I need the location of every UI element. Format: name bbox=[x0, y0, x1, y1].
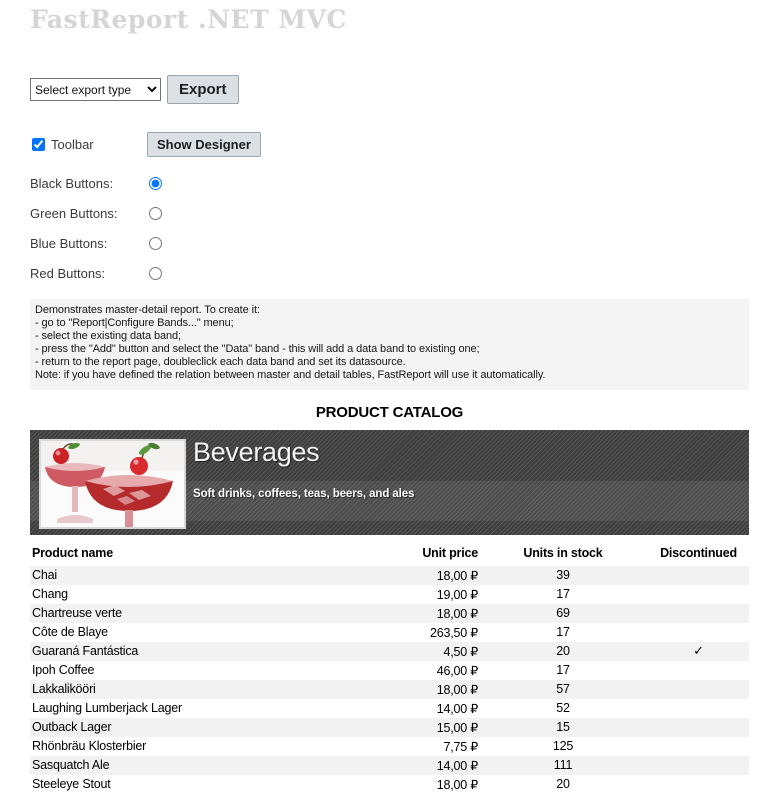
radio-label: Green Buttons: bbox=[30, 206, 118, 221]
cell-units-in-stock: 125 bbox=[552, 739, 574, 754]
category-name: Beverages bbox=[193, 436, 320, 467]
product-table bbox=[30, 543, 749, 794]
description-line: - select the existing data band; bbox=[35, 329, 182, 342]
description-line: - return to the report page, doubleclick each data band and set its datasource. bbox=[35, 356, 406, 369]
cell-units-in-stock: 52 bbox=[556, 701, 570, 716]
cocktail-illustration bbox=[41, 441, 184, 527]
cell-unit-price: 18,00 ₽ bbox=[436, 606, 478, 621]
table-row bbox=[30, 699, 749, 718]
button-color-radio[interactable] bbox=[149, 237, 162, 250]
discontinued-check-icon bbox=[648, 775, 749, 794]
toolbar-checkbox-group bbox=[30, 137, 147, 152]
description-line: Demonstrates master-detail report. To create it: bbox=[35, 303, 260, 316]
column-header-unit-price: Unit price bbox=[422, 545, 478, 560]
radio-row-red-buttons bbox=[30, 259, 749, 289]
table-header-row bbox=[30, 543, 749, 566]
cell-unit-price: 19,00 ₽ bbox=[436, 587, 478, 602]
cell-unit-price: 15,00 ₽ bbox=[436, 720, 478, 735]
cell-product-name: Sasquatch Ale bbox=[32, 758, 110, 773]
category-banner bbox=[30, 430, 749, 535]
table-row bbox=[30, 718, 749, 737]
column-header-product-name: Product name bbox=[32, 545, 113, 560]
description-line: - press the "Add" button and select the "Data" band - this will add a data band to existing one; bbox=[35, 343, 480, 356]
cell-unit-price: 4,50 ₽ bbox=[443, 644, 478, 659]
cell-units-in-stock: 57 bbox=[556, 682, 570, 697]
discontinued-check-icon bbox=[648, 585, 749, 604]
cell-unit-price: 18,00 ₽ bbox=[436, 682, 478, 697]
cell-product-name: Steeleye Stout bbox=[32, 777, 111, 792]
cell-product-name: Ipoh Coffee bbox=[32, 663, 95, 678]
cell-unit-price: 18,00 ₽ bbox=[436, 568, 478, 583]
table-row bbox=[30, 737, 749, 756]
cell-product-name: Chang bbox=[32, 587, 68, 602]
cell-product-name: Lakkalikööri bbox=[32, 682, 96, 697]
discontinued-check-icon: ✓ bbox=[693, 643, 704, 659]
cell-product-name: Chai bbox=[32, 568, 57, 583]
radio-row-blue-buttons bbox=[30, 229, 749, 259]
cell-product-name: Outback Lager bbox=[32, 720, 112, 735]
toolbar-checkbox-label[interactable]: Toolbar bbox=[51, 136, 94, 152]
cell-units-in-stock: 17 bbox=[556, 663, 570, 678]
show-designer-button[interactable]: Show Designer bbox=[147, 132, 261, 157]
discontinued-check-icon bbox=[648, 756, 749, 775]
cell-unit-price: 7,75 ₽ bbox=[443, 739, 478, 754]
beverages-image bbox=[39, 439, 186, 529]
cell-units-in-stock: 69 bbox=[556, 606, 570, 621]
column-header-discontinued: Discontinued bbox=[660, 545, 737, 560]
category-description: Soft drinks, coffees, teas, beers, and ales bbox=[193, 487, 415, 500]
radio-label: Red Buttons: bbox=[30, 266, 106, 281]
cell-units-in-stock: 20 bbox=[556, 644, 570, 659]
column-header-units-in-stock: Units in stock bbox=[523, 545, 603, 560]
radio-row-green-buttons bbox=[30, 199, 749, 229]
cell-units-in-stock: 17 bbox=[556, 625, 570, 640]
export-button[interactable]: Export bbox=[167, 75, 239, 104]
cell-unit-price: 18,00 ₽ bbox=[436, 777, 478, 792]
table-row bbox=[30, 623, 749, 642]
discontinued-check-icon bbox=[648, 566, 749, 585]
toolbar-row bbox=[30, 132, 749, 157]
radio-row-black-buttons bbox=[30, 169, 749, 199]
discontinued-check-icon bbox=[648, 680, 749, 699]
cell-product-name: Guaraná Fantástica bbox=[32, 644, 139, 659]
export-type-select[interactable] bbox=[30, 78, 161, 101]
table-row bbox=[30, 680, 749, 699]
discontinued-check-icon bbox=[648, 661, 749, 680]
cell-units-in-stock: 111 bbox=[553, 758, 573, 773]
table-row bbox=[30, 775, 749, 794]
cell-product-name: Côte de Blaye bbox=[32, 625, 108, 640]
cell-unit-price: 14,00 ₽ bbox=[436, 758, 478, 773]
button-color-radio-group bbox=[30, 169, 749, 289]
cell-units-in-stock: 17 bbox=[556, 587, 570, 602]
cell-unit-price: 46,00 ₽ bbox=[436, 663, 478, 678]
cell-units-in-stock: 20 bbox=[556, 777, 570, 792]
table-row bbox=[30, 661, 749, 680]
radio-label: Blue Buttons: bbox=[30, 236, 108, 251]
page-title: FastReport .NET MVC bbox=[30, 5, 347, 34]
description-line: - go to "Report|Configure Bands..." menu; bbox=[35, 316, 234, 329]
export-bar bbox=[30, 73, 749, 107]
radio-label: Black Buttons: bbox=[30, 176, 114, 191]
cell-product-name: Chartreuse verte bbox=[32, 606, 122, 621]
discontinued-check-icon bbox=[648, 699, 749, 718]
cell-units-in-stock: 39 bbox=[556, 568, 570, 583]
discontinued-check-icon bbox=[648, 718, 749, 737]
button-color-radio[interactable] bbox=[149, 267, 162, 280]
discontinued-check-icon bbox=[648, 604, 749, 623]
cell-unit-price: 14,00 ₽ bbox=[436, 701, 478, 716]
cell-unit-price: 263,50 ₽ bbox=[429, 625, 478, 640]
cell-product-name: Laughing Lumberjack Lager bbox=[32, 701, 182, 716]
toolbar-checkbox[interactable] bbox=[32, 138, 45, 151]
table-row bbox=[30, 604, 749, 623]
cell-units-in-stock: 15 bbox=[556, 720, 570, 735]
description-line: Note: if you have defined the relation between master and detail tables, FastReport will use it automatically. bbox=[35, 369, 546, 382]
table-row bbox=[30, 642, 749, 661]
report-description-box bbox=[30, 299, 749, 390]
table-row bbox=[30, 756, 749, 775]
cell-product-name: Rhönbräu Klosterbier bbox=[32, 739, 147, 754]
discontinued-check-icon bbox=[648, 623, 749, 642]
report-title: PRODUCT CATALOG bbox=[315, 403, 464, 421]
table-row bbox=[30, 585, 749, 604]
table-row bbox=[30, 566, 749, 585]
discontinued-check-icon bbox=[648, 737, 749, 756]
button-color-radio[interactable] bbox=[149, 177, 162, 190]
button-color-radio[interactable] bbox=[149, 207, 162, 220]
